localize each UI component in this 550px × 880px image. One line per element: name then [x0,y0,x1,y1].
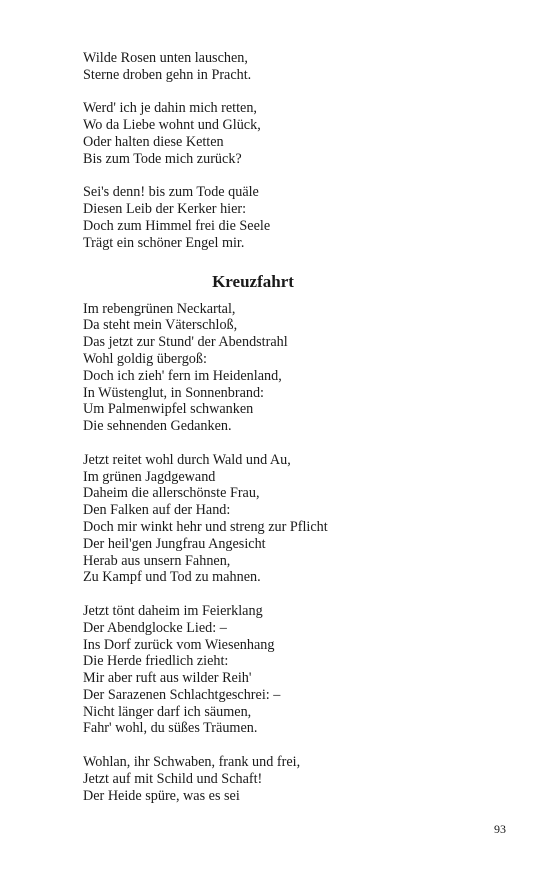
verse-line: Im rebengrünen Neckartal, [83,300,236,317]
verse-line: Fahr' wohl, du süßes Träumen. [83,720,258,737]
verse-line: Herab aus unsern Fahnen, [83,552,231,569]
verse-line: Jetzt tönt daheim im Feierklang [83,602,263,619]
verse-line: Da steht mein Väterschloß, [83,317,238,334]
verse-line: Werd' ich je dahin mich retten, [83,100,257,117]
verse-line: Die sehnenden Gedanken. [83,418,232,435]
verse-line: Jetzt auf mit Schild und Schaft! [83,770,263,787]
verse-line: Diesen Leib der Kerker hier: [83,201,247,218]
stanza [83,452,483,586]
verse-line: Den Falken auf der Hand: [83,502,231,519]
verse-line: Sei's denn! bis zum Tode quäle [83,184,259,201]
verse-line: Doch ich zieh' fern im Heidenland, [83,367,282,384]
stanza [83,184,483,251]
verse-line: Zu Kampf und Tod zu mahnen. [83,569,261,586]
page-content [83,50,483,804]
verse-line: Oder halten diese Ketten [83,133,224,150]
stanza [83,100,483,167]
verse-line: Die Herde friedlich zieht: [83,653,229,670]
verse-line: Wo da Liebe wohnt und Glück, [83,117,261,134]
stanza [83,603,483,737]
verse-line: Der heil'gen Jungfrau Angesicht [83,535,266,552]
verse-line: Mir aber ruft aus wilder Reih' [83,670,252,687]
verse-line: Sterne droben gehn in Pracht. [83,66,252,83]
verse-line: Das jetzt zur Stund' der Abendstrahl [83,334,288,351]
stanza [83,50,483,84]
verse-line: Um Palmenwipfel schwanken [83,401,254,418]
verse-line: Trägt ein schöner Engel mir. [83,234,245,251]
verse-line: Doch zum Himmel frei die Seele [83,217,271,234]
verse-line: In Wüstenglut, in Sonnenbrand: [83,384,265,401]
verse-line: Doch mir winkt hehr und streng zur Pflicht [83,518,328,535]
poem-title: Kreuzfahrt [212,271,294,291]
verse-line: Der Abendglocke Lied: – [83,619,227,636]
page-number: 93 [494,822,506,836]
stanza [83,301,483,435]
verse-line: Nicht länger darf ich säumen, [83,703,252,720]
verse-line: Bis zum Tode mich zurück? [83,150,242,167]
stanza [83,754,483,804]
verse-line: Der Heide spüre, was es sei [83,787,240,804]
verse-line: Jetzt reitet wohl durch Wald und Au, [83,451,291,468]
verse-line: Daheim die allerschönste Frau, [83,485,260,502]
verse-line: Wilde Rosen unten lauschen, [83,50,248,66]
verse-line: Wohl goldig übergoß: [83,350,207,367]
verse-line: Ins Dorf zurück vom Wiesenhang [83,636,275,653]
verse-line: Im grünen Jagdgewand [83,468,216,485]
verse-line: Wohlan, ihr Schwaben, frank und frei, [83,754,301,771]
verse-line: Der Sarazenen Schlachtgeschrei: – [83,686,281,703]
